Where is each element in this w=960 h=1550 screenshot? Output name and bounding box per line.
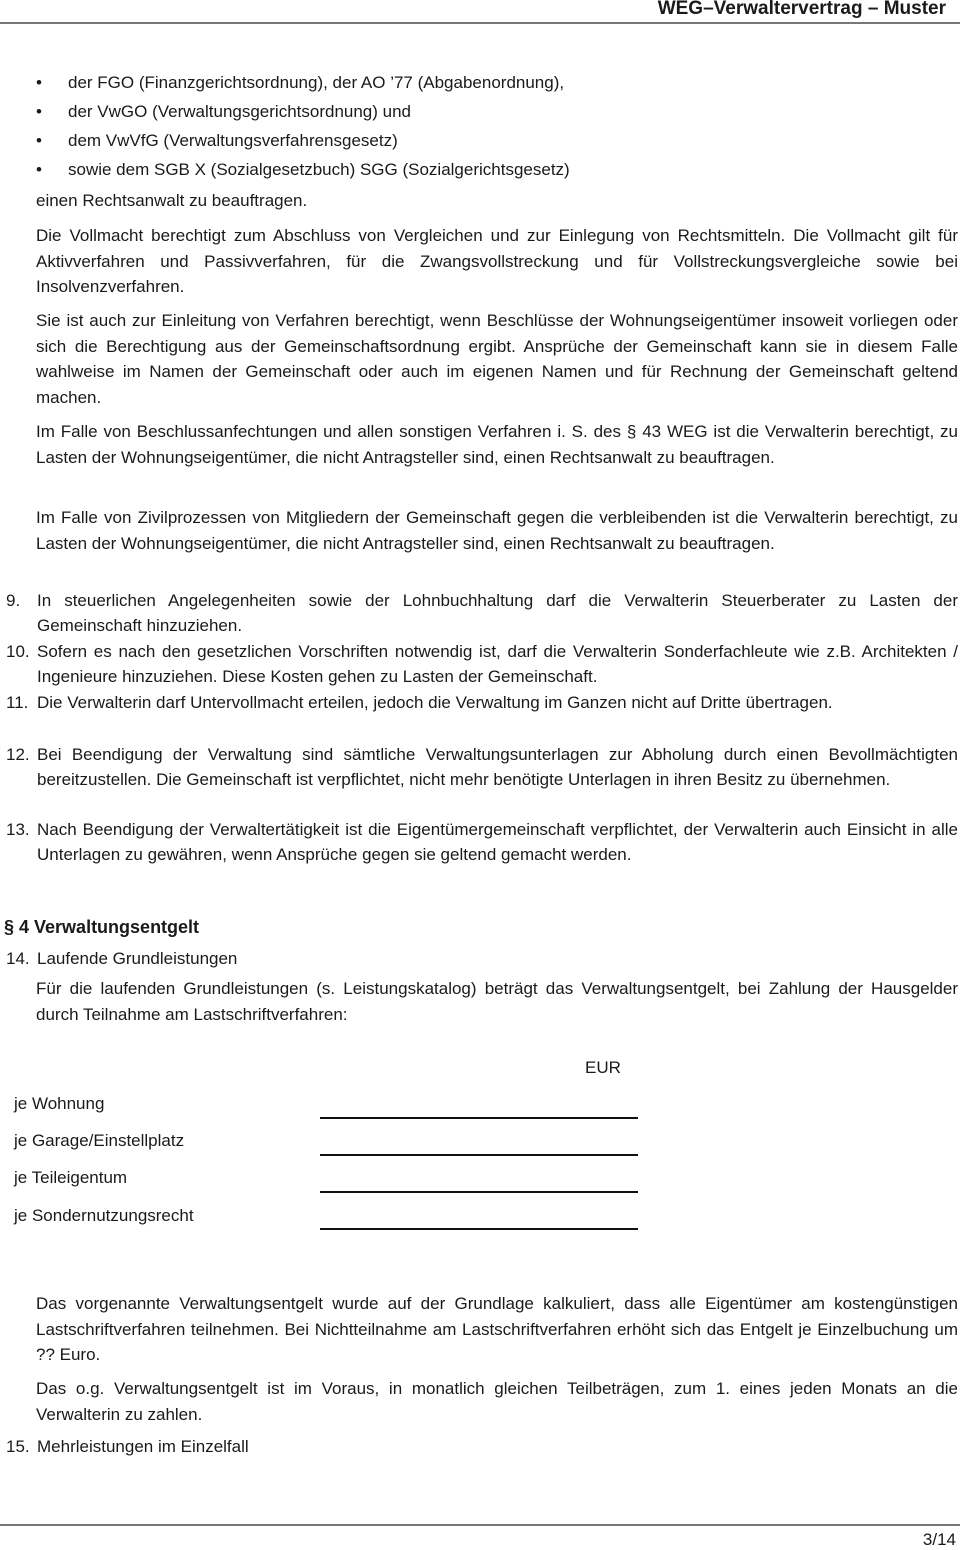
paragraph: Für die laufenden Grundleistungen (s. Leistungskatalog) beträgt das Verwaltungsentgelt, bei Zahlung der Hausgelder durch Teilnahme am Lastschriftverfahren: xyxy=(36,979,958,1024)
list-item: • sowie dem SGB X (Sozialgesetzbuch) SGG (Sozialgerichtsgesetz) xyxy=(36,155,570,184)
currency-label: EUR xyxy=(585,1058,621,1077)
fee-blank-line[interactable] xyxy=(320,1154,638,1156)
header-divider xyxy=(0,22,960,24)
fee-label: je Sondernutzungsrecht xyxy=(14,1206,194,1225)
numbered-item: 10. Sofern es nach den gesetzlichen Vorschriften notwendig ist, darf die Verwalterin Sonderfachleute wie z.B. Architekten / Ingenieure hinzuziehen. Diese Kosten gehen zu Lasten der Gemeinschaft. xyxy=(6,642,958,686)
page-number: 3/14 xyxy=(922,1530,956,1549)
document-header-title: WEG–Verwaltervertrag – Muster xyxy=(657,0,946,19)
numbered-item: 15. Mehrleistungen im Einzelfall xyxy=(6,1437,249,1456)
bullet-icon: • xyxy=(36,131,42,150)
list-item: • der VwGO (Verwaltungsgerichtsordnung) und xyxy=(36,97,570,126)
paragraph: einen Rechtsanwalt zu beauftragen. xyxy=(36,191,308,210)
footer-divider xyxy=(0,1524,960,1526)
paragraph: Das o.g. Verwaltungsentgelt ist im Voraus, in monatlich gleichen Teilbeträgen, zum 1. eines jeden Monats an die Verwalterin zu zahlen. xyxy=(36,1379,958,1424)
paragraph: Die Vollmacht berechtigt zum Abschluss von Vergleichen und zur Einlegung von Rechtsmitteln. Die Vollmacht gilt für Aktivverfahren und Passivverfahren, für die Zwangsvollstreckung und für Vollstreckungsvergleiche sowie bei Insolvenzverfahren. xyxy=(36,226,958,297)
paragraph: Sie ist auch zur Einleitung von Verfahren berechtigt, wenn Beschlüsse der Wohnungseigentümer insoweit vorliegen oder sich die Berechtigung aus der Gemeinschaftsordnung ergibt. Ansprüche der Gemeinschaft kann sie in diesem Falle wahlweise im Namen der Gemeinschaft oder auch im eigenen Namen und für Rechnung der Gemeinschaft geltend machen. xyxy=(36,311,958,407)
fee-blank-line[interactable] xyxy=(320,1228,638,1230)
list-item: • der FGO (Finanzgerichtsordnung), der AO ’77 (Abgabenordnung), xyxy=(36,68,570,97)
numbered-item: 13. Nach Beendigung der Verwaltertätigkeit ist die Eigentümergemeinschaft verpflichtet, der Verwalterin auch Einsicht in alle Unterlagen zu gewähren, wenn Ansprüche gegen sie geltend gemacht werden. xyxy=(6,820,958,864)
bullet-icon: • xyxy=(36,102,42,121)
paragraph: Im Falle von Beschlussanfechtungen und allen sonstigen Verfahren i. S. des § 43 WEG ist die Verwalterin berechtigt, zu Lasten der Wohnungseigentümer, die nicht Antragsteller sind, einen Rechtsanwalt zu beauftragen. xyxy=(36,422,958,467)
bullet-icon: • xyxy=(36,73,42,92)
fee-label: je Wohnung xyxy=(14,1094,105,1113)
fee-blank-line[interactable] xyxy=(320,1191,638,1193)
numbered-item: 14. Laufende Grundleistungen xyxy=(6,949,238,968)
numbered-item: 9. In steuerlichen Angelegenheiten sowie der Lohnbuchhaltung darf die Verwalterin Steuerberater zu Lasten der Gemeinschaft hinzuziehen. xyxy=(6,591,958,635)
paragraph: Das vorgenannte Verwaltungsentgelt wurde auf der Grundlage kalkuliert, dass alle Eigentümer am kostengünstigen Lastschriftverfahren teilnehmen. Bei Nichtteilnahme am Lastschriftverfahren erhöht sich das Entgelt je Einzelbuchung um ?? Euro. xyxy=(36,1294,958,1365)
fee-label: je Garage/Einstellplatz xyxy=(14,1131,185,1150)
bullet-list xyxy=(36,68,570,184)
bullet-icon: • xyxy=(36,160,42,179)
fee-label: je Teileigentum xyxy=(14,1168,128,1187)
section-heading: § 4 Verwaltungsentgelt xyxy=(4,917,200,937)
numbered-item: 12. Bei Beendigung der Verwaltung sind sämtliche Verwaltungsunterlagen zur Abholung durch einen Bevollmächtigten bereitzustellen. Die Gemeinschaft ist verpflichtet, nicht mehr benötigte Unterlagen in ihren Besitz zu übernehmen. xyxy=(6,745,958,789)
fee-blank-line[interactable] xyxy=(320,1117,638,1119)
paragraph: Im Falle von Zivilprozessen von Mitgliedern der Gemeinschaft gegen die verbleibenden ist die Verwalterin berechtigt, zu Lasten der Wohnungseigentümer, die nicht Antragsteller sind, einen Rechtsanwalt zu beauftragen. xyxy=(36,508,958,553)
numbered-item: 11. Die Verwalterin darf Untervollmacht erteilen, jedoch die Verwaltung im Ganzen nicht auf Dritte übertragen. xyxy=(6,693,833,712)
list-item: • dem VwVfG (Verwaltungsverfahrensgesetz) xyxy=(36,126,570,155)
